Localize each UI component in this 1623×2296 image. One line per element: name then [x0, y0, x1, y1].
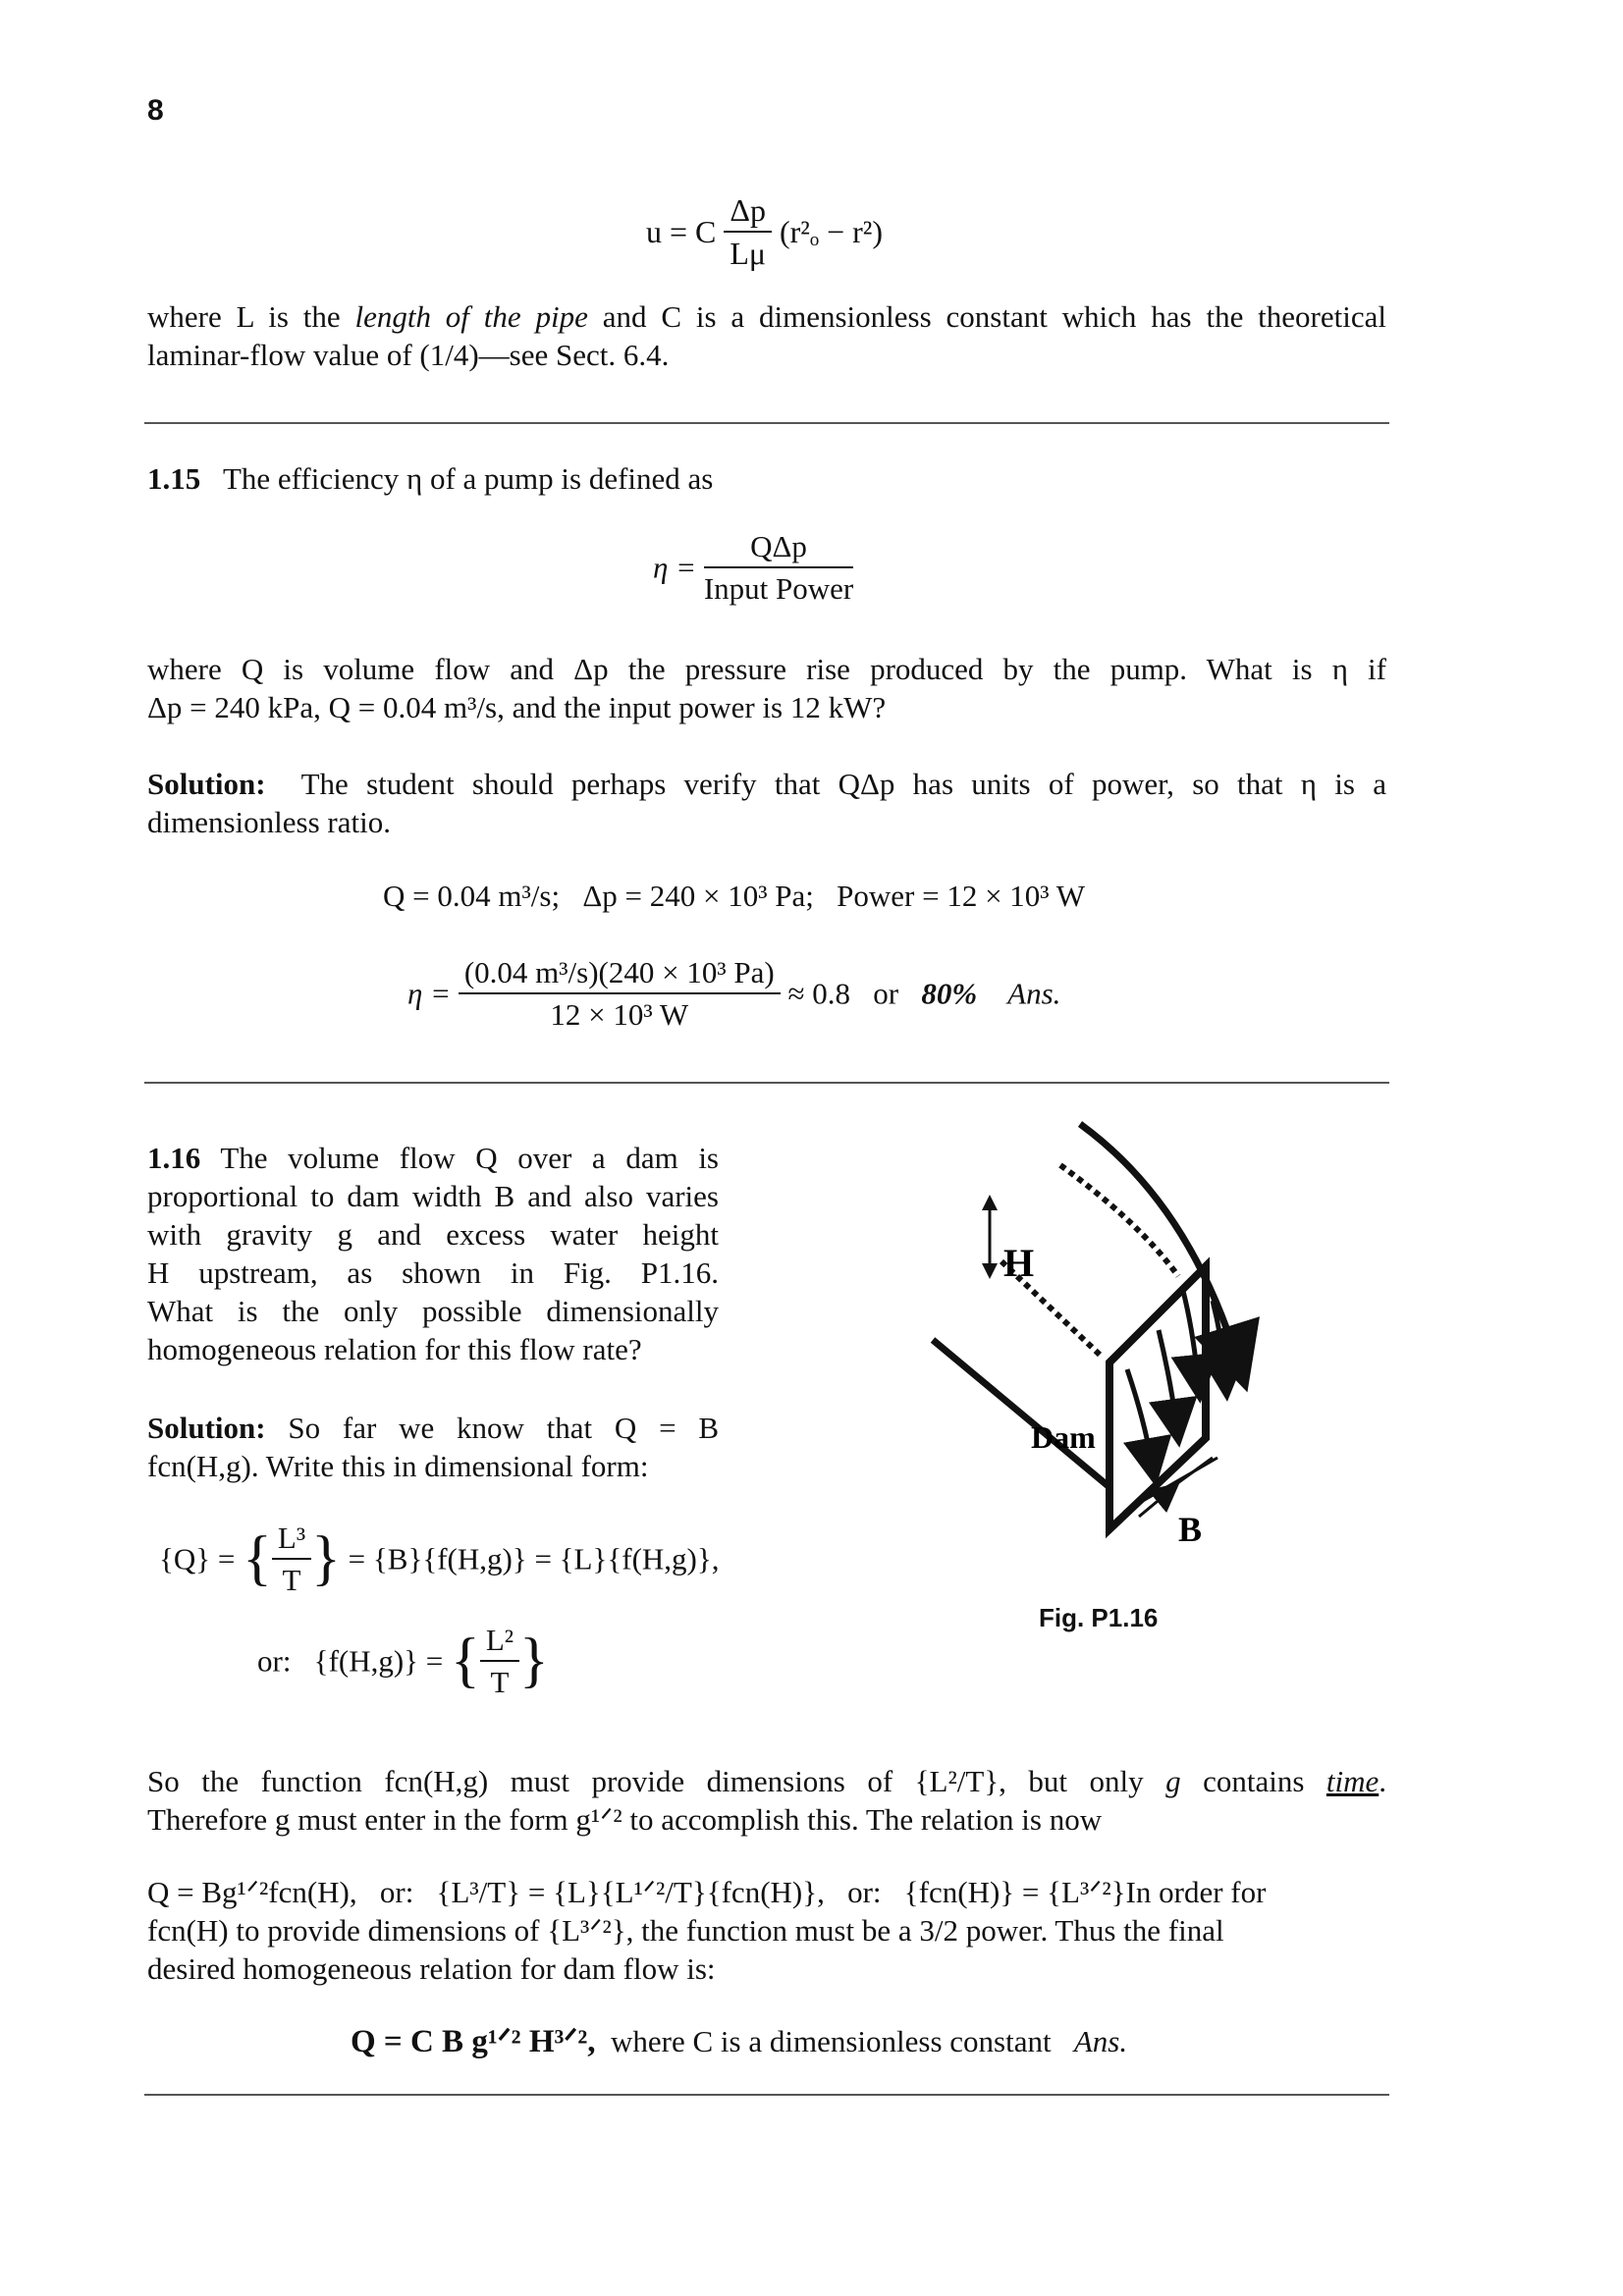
problem-116-solution-line-1	[147, 1409, 719, 1447]
problem-115-solution-label: Solution:	[147, 767, 266, 801]
problem-116-question-line	[147, 1139, 719, 1177]
dam-figure	[913, 1104, 1286, 1615]
h-label: H	[1003, 1241, 1035, 1285]
problem-116-solution	[147, 1409, 719, 1485]
problem-115-givens: Q = 0.04 m³/s; Δp = 240 × 10³ Pa; Power = 12 × 10³ W	[383, 879, 1086, 913]
efficiency-calculation-lhs: η =	[407, 976, 452, 1011]
dimension-equation-1	[159, 1520, 719, 1598]
dam-label: Dam	[1031, 1419, 1096, 1455]
dimension-equation-1-denominator: T	[282, 1563, 301, 1598]
efficiency-calculation-answer: 80%	[921, 976, 978, 1011]
problem-116-question-line: homogeneous relation for this flow rate?	[147, 1332, 642, 1366]
problem-116-question-line: H upstream, as shown in Fig. P1.16.	[147, 1255, 719, 1290]
ground-line	[933, 1340, 1109, 1487]
final-answer-formula: Q = C B g¹ᐟ² H³ᐟ²,	[351, 2024, 596, 2059]
problem-116-number: 1.16	[147, 1141, 201, 1175]
velocity-formula-fraction	[724, 191, 772, 273]
dimension-equation-1-lhs: {Q} =	[159, 1541, 236, 1576]
top-text-line-1	[147, 297, 1386, 336]
dimension-equation-1-rhs: = {B}{f(H,g)} = {L}{f(H,g)},	[348, 1541, 720, 1576]
problem-116-question	[147, 1139, 719, 1368]
efficiency-calculation-numerator: (0.04 m³/s)(240 × 10³ Pa)	[459, 954, 781, 994]
problem-116-solution-label: Solution:	[147, 1411, 266, 1445]
dimension-equation-2-lhs: or: {f(H,g)} =	[257, 1643, 444, 1679]
problem-115-solution-text: The student should perhaps verify that QΔp has units of power, so that η is a	[300, 767, 1386, 801]
efficiency-calculation	[407, 954, 1060, 1033]
dimension-equation-2-fraction	[480, 1622, 519, 1700]
relation-line-3: desired homogeneous relation for dam flow is:	[147, 1951, 716, 1986]
conclusion-text: contains	[1180, 1764, 1326, 1798]
problem-116-solution-line-2: fcn(H,g). Write this in dimensional form:	[147, 1449, 649, 1483]
velocity-formula-paren: (r²ₒ − r²)	[779, 213, 884, 249]
relation-line-1: Q = Bg¹ᐟ²fcn(H), or: {L³/T} = {L}{L¹ᐟ²/T}{fcn(H)}, or: {fcn(H)} = {L³ᐟ²}In order for	[147, 1875, 1267, 1909]
problem-115-intro-text: The efficiency η of a pump is defined as	[222, 461, 714, 496]
conclusion-line-2: Therefore g must enter in the form g¹ᐟ² to accomplish this. The relation is now	[147, 1802, 1103, 1837]
velocity-formula-numerator: Δp	[724, 191, 772, 233]
right-brace: }	[519, 1627, 549, 1694]
dimension-equation-2-numerator: L²	[480, 1622, 519, 1662]
problem-115-number: 1.15	[147, 461, 201, 496]
problem-115-solution-line-1	[147, 765, 1386, 803]
divider-3	[144, 2094, 1389, 2096]
divider-1	[144, 422, 1389, 424]
water-surface-dotted-line	[1060, 1165, 1178, 1276]
left-brace: {	[451, 1627, 480, 1694]
final-answer-text: where C is a dimensionless constant	[595, 2024, 1074, 2058]
efficiency-formula-lhs: η =	[653, 550, 697, 585]
efficiency-formula-fraction	[704, 528, 853, 607]
efficiency-formula-denominator: Input Power	[703, 571, 854, 607]
divider-2	[144, 1082, 1389, 1084]
b-label: B	[1178, 1510, 1203, 1549]
dimension-equation-2-denominator: T	[490, 1665, 510, 1700]
efficiency-formula-numerator: QΔp	[704, 528, 853, 568]
problem-115-solution-line-2: dimensionless ratio.	[147, 805, 391, 839]
efficiency-formula	[653, 528, 853, 607]
final-answer-ans: Ans.	[1073, 2024, 1128, 2058]
left-brace: {	[243, 1524, 272, 1592]
problem-115-question-line-1: where Q is volume flow and Δp the pressure rise produced by the pump. What is η if	[147, 652, 1386, 686]
problem-116-question-line: What is the only possible dimensionally	[147, 1294, 719, 1328]
problem-116-solution-text: So far we know that Q = B	[288, 1411, 720, 1445]
dimension-equation-2	[257, 1622, 549, 1700]
problem-116-question-text: The volume flow Q over a dam is	[220, 1141, 719, 1175]
top-text-line-2: laminar-flow value of (1/4)—see Sect. 6.4.	[147, 338, 670, 372]
efficiency-calculation-result: ≈ 0.8 or	[787, 976, 899, 1011]
right-brace: }	[311, 1524, 341, 1592]
page-number: 8	[147, 94, 164, 127]
final-answer	[351, 2022, 1127, 2061]
dimension-equation-1-fraction	[272, 1520, 311, 1598]
efficiency-calculation-fraction	[459, 954, 781, 1033]
dam-body	[1109, 1266, 1206, 1529]
efficiency-calculation-denominator: 12 × 10³ W	[550, 997, 689, 1033]
relation-line-2: fcn(H) to provide dimensions of {L³ᐟ²}, the function must be a 3/2 power. Thus the final	[147, 1913, 1224, 1948]
outer-flow-arrow	[1080, 1124, 1237, 1360]
conclusion-g: g	[1165, 1764, 1181, 1798]
top-text-post: and C is a dimensionless constant which has the theoretical	[587, 299, 1386, 334]
conclusion-text: So the function fcn(H,g) must provide dimensions of {L²/T}, but only	[147, 1764, 1166, 1798]
problem-116-question-line: with gravity g and excess water height	[147, 1217, 719, 1252]
problem-115-intro	[147, 459, 713, 498]
top-text-emphasis: length of the pipe	[354, 299, 588, 334]
dimension-equation-1-numerator: L³	[272, 1520, 311, 1560]
efficiency-calculation-ans: Ans.	[1007, 976, 1061, 1011]
velocity-formula	[646, 191, 883, 273]
velocity-formula-denominator: Lμ	[730, 236, 767, 272]
conclusion-time: time	[1325, 1764, 1380, 1798]
problem-116-question-line: proportional to dam width B and also varies	[147, 1179, 719, 1213]
conclusion-period: .	[1379, 1764, 1386, 1798]
figure-caption: Fig. P1.16	[1039, 1603, 1159, 1632]
conclusion-line-1	[147, 1762, 1386, 1800]
top-text-pre: where L is the	[147, 299, 355, 334]
problem-115-question-line-2: Δp = 240 kPa, Q = 0.04 m³/s, and the input power is 12 kW?	[147, 690, 887, 724]
velocity-formula-lhs: u = C	[646, 213, 717, 249]
